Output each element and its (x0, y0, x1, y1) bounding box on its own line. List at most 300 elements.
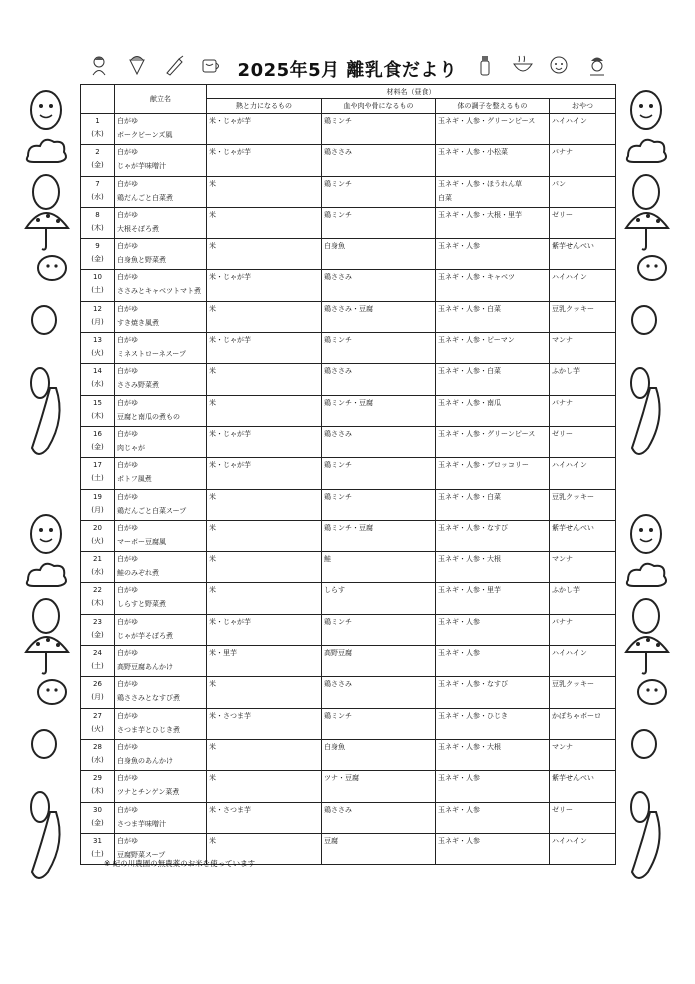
blood-header: 血や肉や骨になるもの (322, 99, 436, 114)
day-number: 22 (93, 586, 102, 595)
snack-cell: マンナ (550, 552, 616, 583)
body-cell (436, 426, 550, 457)
weekday: (土) (91, 286, 104, 295)
menu-cell (115, 207, 207, 238)
day-number: 17 (93, 461, 102, 470)
body-line-1: 玉ネギ・人参 (438, 242, 480, 251)
dish-side: ささみとキャベツトマト煮 (117, 287, 201, 296)
energy-cell: 米 (207, 395, 322, 426)
weekday: (金) (91, 818, 104, 827)
day-number: 26 (93, 680, 102, 689)
snack-cell: 豆乳クッキー (550, 677, 616, 708)
weekday: (火) (91, 724, 104, 733)
menu-cell (115, 395, 207, 426)
dish-main: 白がゆ (117, 836, 138, 845)
bean-icon (31, 368, 49, 398)
dish-side: ツナとチンゲン菜煮 (117, 788, 180, 797)
menu-cell (115, 270, 207, 301)
body-line-1: 玉ネギ・人参・南瓜 (438, 398, 501, 407)
body-line-1: 玉ネギ・人参・ほうれん草 (438, 179, 522, 188)
umbrella-icon (626, 213, 668, 250)
energy-cell: 米・さつま芋 (207, 708, 322, 739)
blood-cell: 鮭 (322, 552, 436, 583)
body-line-1: 玉ネギ・人参・白菜 (438, 492, 501, 501)
dish-side: じゃが芋味噌汁 (117, 162, 166, 171)
date-cell (81, 708, 115, 739)
snack-cell: ハイハイン (550, 114, 616, 145)
menu-cell (115, 176, 207, 207)
bean-icon (631, 792, 649, 822)
energy-cell: 米 (207, 833, 322, 864)
day-number: 31 (93, 836, 102, 845)
table-row (81, 426, 616, 457)
body-line-1: 玉ネギ・人参・なすび (438, 523, 508, 532)
snack-cell: バナナ (550, 395, 616, 426)
snack-cell: パン (550, 176, 616, 207)
dish-main: 白がゆ (117, 336, 138, 345)
milk-bottle-icon (474, 54, 496, 76)
blood-cell: 鶏ささみ (322, 677, 436, 708)
body-cell (436, 176, 550, 207)
blood-cell: 鶏ささみ (322, 270, 436, 301)
day-number: 12 (93, 304, 102, 313)
dish-main: 白がゆ (117, 774, 138, 783)
body-line-1: 玉ネギ・人参・キャベツ (438, 273, 515, 282)
body-line-1: 玉ネギ・人参 (438, 805, 480, 814)
date-cell (81, 395, 115, 426)
dish-side: 白身魚のあんかけ (117, 756, 173, 765)
date-cell (81, 583, 115, 614)
weekday: (水) (91, 568, 104, 577)
cloud-icon (627, 140, 666, 162)
energy-cell: 米 (207, 771, 322, 802)
menu-cell (115, 458, 207, 489)
snack-cell: 紫芋せんべい (550, 239, 616, 270)
body-line-1: 玉ネギ・人参・白菜 (438, 367, 501, 376)
blood-cell: 鶏ささみ (322, 145, 436, 176)
table-row (81, 364, 616, 395)
bean-icon (32, 730, 56, 758)
menu-cell (115, 708, 207, 739)
energy-cell: 米・じゃが芋 (207, 614, 322, 645)
body-cell (436, 833, 550, 864)
blood-cell: 鶏ミンチ・豆腐 (322, 395, 436, 426)
energy-cell: 米・じゃが芋 (207, 145, 322, 176)
weekday: (木) (91, 130, 104, 138)
body-line-1: 玉ネギ・人参・大根・里芋 (438, 210, 522, 219)
dish-side: 鶏ささみとなすび煮 (117, 694, 180, 703)
dish-side: 鶏だんごと白菜スープ (117, 506, 187, 515)
weekday: (水) (91, 755, 104, 764)
snack-cell: バナナ (550, 145, 616, 176)
table-row (81, 239, 616, 270)
snack-header: おやつ (550, 99, 616, 114)
dish-main: 白がゆ (117, 273, 138, 282)
dish-main: 白がゆ (117, 523, 138, 532)
snack-cell: ハイハイン (550, 646, 616, 677)
body-cell (436, 239, 550, 270)
body-cell (436, 583, 550, 614)
day-number: 10 (93, 273, 102, 282)
energy-cell: 米 (207, 520, 322, 551)
bean-icon (633, 599, 659, 633)
table-row (81, 395, 616, 426)
blood-cell: 鶏ミンチ (322, 176, 436, 207)
table-row (81, 739, 616, 770)
date-cell (81, 739, 115, 770)
menu-cell (115, 239, 207, 270)
dish-main: 白がゆ (117, 586, 138, 595)
day-number: 8 (95, 210, 100, 219)
menu-cell (115, 333, 207, 364)
dish-main: 白がゆ (117, 742, 138, 751)
date-cell (81, 646, 115, 677)
body-cell (436, 677, 550, 708)
day-number: 1 (95, 117, 100, 125)
snack-cell: ハイハイン (550, 833, 616, 864)
snack-cell: ゼリー (550, 426, 616, 457)
table-row (81, 114, 616, 145)
sweet-potato-icon (32, 812, 60, 878)
dish-side: しらすと野菜煮 (117, 600, 166, 609)
dish-side: ミネストローネスープ (117, 350, 186, 359)
body-cell (436, 395, 550, 426)
dish-main: 白がゆ (117, 680, 138, 689)
energy-cell: 米・じゃが芋 (207, 333, 322, 364)
body-line-1: 玉ネギ・人参・大根 (438, 555, 501, 564)
weekday: (月) (91, 317, 104, 326)
menu-cell (115, 114, 207, 145)
dish-side: 高野豆腐あんかけ (117, 663, 173, 672)
day-number: 15 (93, 398, 102, 407)
date-cell (81, 239, 115, 270)
blood-cell: 鶏ミンチ (322, 114, 436, 145)
body-header: 体の調子を整えるもの (436, 99, 550, 114)
dish-side: 肉じゃが (117, 443, 145, 452)
blood-cell: 鶏ミンチ (322, 207, 436, 238)
table-row (81, 771, 616, 802)
weekday: (月) (91, 693, 104, 702)
weekday: (木) (91, 787, 104, 796)
menu-cell (115, 583, 207, 614)
bean-icon (632, 306, 656, 334)
body-cell (436, 739, 550, 770)
day-number: 16 (93, 429, 102, 438)
date-cell (81, 426, 115, 457)
bean-face-icon (38, 680, 66, 704)
energy-cell: 米 (207, 364, 322, 395)
menu-cell (115, 489, 207, 520)
dish-side: ささみ野菜煮 (117, 381, 159, 390)
dish-main: 白がゆ (117, 429, 138, 438)
blood-cell: 豆腐 (322, 833, 436, 864)
energy-cell: 米・さつま芋 (207, 802, 322, 833)
date-cell (81, 552, 115, 583)
dish-main: 白がゆ (117, 805, 138, 814)
day-number: 14 (93, 367, 102, 376)
day-number: 29 (93, 774, 102, 783)
menu-cell (115, 520, 207, 551)
weekday: (土) (91, 849, 104, 858)
dish-main: 白がゆ (117, 210, 138, 219)
dish-main: 白がゆ (117, 711, 138, 720)
date-cell (81, 458, 115, 489)
date-cell (81, 333, 115, 364)
body-line-1: 玉ネギ・人参・白菜 (438, 304, 501, 313)
energy-cell: 米 (207, 301, 322, 332)
blood-cell: 白身魚 (322, 739, 436, 770)
menu-cell (115, 426, 207, 457)
menu-cell (115, 677, 207, 708)
umbrella-icon (626, 637, 668, 674)
blood-cell: 鶏ささみ (322, 802, 436, 833)
energy-cell: 米・じゃが芋 (207, 270, 322, 301)
energy-cell: 米 (207, 677, 322, 708)
date-header (81, 85, 115, 114)
table-row (81, 301, 616, 332)
sweet-potato-icon (32, 388, 60, 454)
day-number: 24 (93, 649, 102, 658)
blood-cell: 鶏ミンチ (322, 489, 436, 520)
energy-header: 熱と力になるもの (207, 99, 322, 114)
bowl-icon (512, 54, 534, 76)
footnote: ※ 紀の川農園の無農薬のお米を使っています (104, 859, 256, 868)
body-line-1: 玉ネギ・人参・ブロッコリー (438, 461, 529, 470)
body-cell (436, 458, 550, 489)
menu-cell (115, 739, 207, 770)
weekday: (土) (91, 474, 104, 483)
day-number: 7 (95, 179, 100, 188)
energy-cell: 米 (207, 207, 322, 238)
dish-side: ボークビーンズ風 (117, 131, 173, 139)
snack-cell: マンナ (550, 739, 616, 770)
table-row (81, 207, 616, 238)
dish-side: すき焼き風煮 (117, 318, 159, 327)
energy-cell: 米・じゃが芋 (207, 458, 322, 489)
table-row (81, 333, 616, 364)
cloud-icon (27, 140, 66, 162)
day-number: 2 (95, 148, 100, 157)
materials-header: 材料名（昼食） (207, 85, 616, 99)
table-row (81, 802, 616, 833)
blood-cell: 高野豆腐 (322, 646, 436, 677)
snack-cell: マンナ (550, 333, 616, 364)
blood-cell: 鶏ささみ (322, 426, 436, 457)
bean-face-icon (31, 515, 61, 553)
body-line-1: 玉ネギ・人参 (438, 649, 480, 658)
umbrella-icon (26, 637, 68, 674)
dish-main: 白がゆ (117, 304, 138, 313)
baby-icon (548, 54, 570, 76)
energy-cell: 米 (207, 552, 322, 583)
dish-main: 白がゆ (117, 367, 138, 376)
body-cell (436, 802, 550, 833)
body-cell (436, 333, 550, 364)
body-cell (436, 646, 550, 677)
weekday: (木) (91, 411, 104, 420)
snack-cell: ふかし芋 (550, 583, 616, 614)
bean-face-icon (31, 91, 61, 129)
body-cell (436, 771, 550, 802)
blood-cell: しらす (322, 583, 436, 614)
table-row (81, 145, 616, 176)
body-line-1: 玉ネギ・人参・大根 (438, 742, 501, 751)
weekday: (水) (91, 380, 104, 389)
bean-face-icon (631, 515, 661, 553)
cloud-icon (27, 564, 66, 586)
menu-cell (115, 802, 207, 833)
table-row (81, 646, 616, 677)
body-line-2: 白菜 (438, 193, 452, 202)
menu-cell (115, 646, 207, 677)
blood-cell: 鶏ミンチ (322, 614, 436, 645)
body-cell (436, 364, 550, 395)
bean-face-icon (638, 680, 666, 704)
umbrella-icon (26, 213, 68, 250)
body-line-1: 玉ネギ・人参・ひじき (438, 711, 508, 720)
date-cell (81, 301, 115, 332)
energy-cell: 米・じゃが芋 (207, 114, 322, 145)
table-row (81, 520, 616, 551)
dish-side: 豆腐野菜スープ (117, 850, 166, 859)
weekday: (土) (91, 662, 104, 671)
body-line-1: 玉ネギ・人参・なすび (438, 680, 508, 689)
energy-cell: 米 (207, 739, 322, 770)
bean-icon (32, 306, 56, 334)
blood-cell: 鶏ミンチ・豆腐 (322, 520, 436, 551)
dish-side: ポトフ風煮 (117, 475, 152, 484)
body-line-1: 玉ネギ・人参・里芋 (438, 586, 501, 595)
right-decor-top (618, 88, 674, 468)
dish-side: 鮭のみぞれ煮 (117, 569, 159, 578)
bean-icon (33, 599, 59, 633)
snack-cell: 紫芋せんべい (550, 771, 616, 802)
energy-cell: 米 (207, 239, 322, 270)
dish-main: 白がゆ (117, 617, 138, 626)
weekday: (火) (91, 536, 104, 545)
menu-cell (115, 301, 207, 332)
weekday: (金) (91, 630, 104, 639)
table-row (81, 552, 616, 583)
energy-cell: 米・里芋 (207, 646, 322, 677)
menu-cell (115, 771, 207, 802)
menu-table (80, 84, 616, 865)
body-cell (436, 489, 550, 520)
table-row (81, 489, 616, 520)
dish-side: 白身魚と野菜煮 (117, 256, 166, 265)
date-cell (81, 270, 115, 301)
dish-main: 白がゆ (117, 555, 138, 564)
date-cell (81, 145, 115, 176)
body-line-1: 玉ネギ・人参・小松菜 (438, 148, 508, 157)
blood-cell: 鶏ミンチ (322, 333, 436, 364)
bean-icon (33, 175, 59, 209)
day-number: 13 (93, 336, 102, 345)
menu-cell (115, 145, 207, 176)
day-number: 21 (93, 555, 102, 564)
blood-cell: 鶏ささみ・豆腐 (322, 301, 436, 332)
bean-face-icon (631, 91, 661, 129)
date-cell (81, 677, 115, 708)
dish-main: 白がゆ (117, 649, 138, 658)
bean-icon (31, 792, 49, 822)
weekday: (火) (91, 349, 104, 358)
body-line-1: 玉ネギ・人参・ピーマン (438, 336, 515, 345)
date-cell (81, 520, 115, 551)
table-row (81, 677, 616, 708)
weekday: (木) (91, 223, 104, 232)
bean-icon (632, 730, 656, 758)
weekday: (水) (91, 192, 104, 201)
dish-main: 白がゆ (117, 492, 138, 501)
body-cell (436, 552, 550, 583)
dish-side: さつま芋味噌汁 (117, 819, 166, 828)
snack-cell: ゼリー (550, 802, 616, 833)
bean-icon (633, 175, 659, 209)
dish-side: じゃが芋そぼろ煮 (117, 631, 173, 640)
table-row (81, 708, 616, 739)
date-cell (81, 364, 115, 395)
energy-cell: 米 (207, 489, 322, 520)
body-line-1: 玉ネギ・人参 (438, 617, 480, 626)
table-row (81, 176, 616, 207)
sweet-potato-icon (632, 812, 660, 878)
body-line-1: 玉ネギ・人参 (438, 774, 480, 783)
left-decor-top (18, 88, 74, 468)
blood-cell: ツナ・豆腐 (322, 771, 436, 802)
date-cell (81, 771, 115, 802)
snack-cell: バナナ (550, 614, 616, 645)
date-cell (81, 489, 115, 520)
snack-cell: ハイハイン (550, 270, 616, 301)
table-row (81, 270, 616, 301)
blood-cell: 白身魚 (322, 239, 436, 270)
weekday: (金) (91, 255, 104, 264)
title-row (80, 52, 615, 82)
dish-main: 白がゆ (117, 148, 138, 157)
menu-cell (115, 552, 207, 583)
snack-cell: 紫芋せんべい (550, 520, 616, 551)
energy-cell: 米 (207, 176, 322, 207)
blood-cell: 鶏ミンチ (322, 458, 436, 489)
dish-side: 鶏だんごと白菜煮 (117, 193, 173, 202)
right-decor-bottom (618, 512, 674, 892)
body-line-1: 玉ネギ・人参 (438, 836, 480, 845)
table-row (81, 458, 616, 489)
bean-face-icon (38, 256, 66, 280)
snack-cell: ハイハイン (550, 458, 616, 489)
energy-cell: 米・じゃが芋 (207, 426, 322, 457)
menu-cell (115, 614, 207, 645)
body-line-1: 玉ネギ・人参・グリーンピース (438, 429, 536, 438)
body-cell (436, 207, 550, 238)
date-cell (81, 207, 115, 238)
date-cell (81, 176, 115, 207)
weekday: (月) (91, 505, 104, 514)
dish-side: さつま芋とひじき煮 (117, 725, 180, 734)
left-decor-bottom (18, 512, 74, 892)
body-cell (436, 145, 550, 176)
cloud-icon (627, 564, 666, 586)
menu-header: 献立名 (115, 85, 207, 114)
day-number: 23 (93, 617, 102, 626)
blood-cell: 鶏ミンチ (322, 708, 436, 739)
body-cell (436, 114, 550, 145)
day-number: 20 (93, 523, 102, 532)
body-cell (436, 301, 550, 332)
snack-cell: ゼリー (550, 207, 616, 238)
weekday: (木) (91, 599, 104, 608)
